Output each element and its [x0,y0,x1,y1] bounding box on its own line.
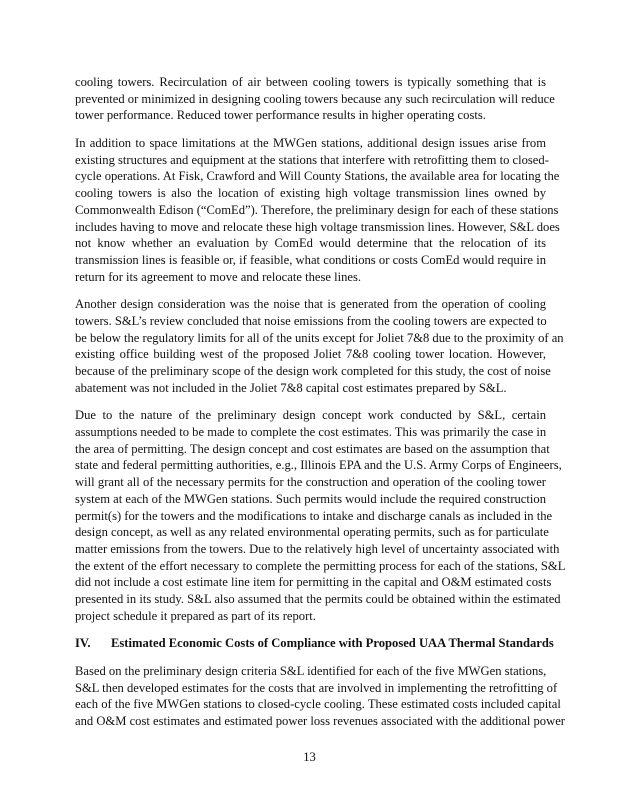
text-line: towers. S&L’s review concluded that noise emissions from the cooling towers are expected to [75,313,547,328]
text-line: the extent of the effort necessary to complete the permitting process for each of the stations, S&L [75,558,566,573]
text-line: presented in its study. S&L also assumed that the permits could be obtained within the estimated [75,591,561,606]
text-line: includes having to move and relocate these high voltage transmission lines. However, S&L does [75,219,560,234]
text-line: and O&M cost estimates and estimated power loss revenues associated with the additional power [75,714,565,729]
text-line: state and federal permitting authorities, e.g., Illinois EPA and the U.S. Army Corps of Engineers, [75,458,562,473]
text-line: S&L then developed estimates for the costs that are involved in implementing the retrofitting of [75,680,558,695]
paragraph [75,74,555,124]
text-line: return for its agreement to move and relocate these lines. [75,269,362,284]
text-line: cycle operations. At Fisk, Crawford and Will County Stations, the available area for locating the [75,169,560,184]
text-line: transmission lines is feasible or, if feasible, what conditions or costs ComEd would require in [75,252,546,267]
paragraph [75,135,560,285]
text-line: the area of permitting. The design concept and cost estimates are based on the assumption that [75,441,550,456]
text-line: permit(s) for the towers and the modifications to intake and discharge canals as included in the [75,508,553,523]
text-line: will grant all of the necessary permits for the construction and operation of the cooling tower [75,475,546,490]
text-line: did not include a cost estimate line item for permitting in the capital and O&M estimated costs [75,575,552,590]
section-heading [75,635,554,652]
text-line: existing office building west of the proposed Joliet 7&8 cooling tower location. However, [75,347,546,362]
text-line: design concept, as well as any related environmental operating permits, such as for particulate [75,525,549,540]
text-line: cooling towers. Recirculation of air between cooling towers is typically something that is [75,75,546,89]
text-line: each of the five MWGen stations to closed-cycle cooling. These estimated costs included capital [75,697,561,712]
text-line: In addition to space limitations at the MWGen stations, additional design issues arise from [75,136,546,151]
text-line: because of the preliminary scope of the design work completed for this study, the cost of noise [75,364,551,378]
text-line: Due to the nature of the preliminary design concept work conducted by S&L, certain [75,408,546,423]
text-line: abatement was not included in the Joliet 7&8 capital cost estimates prepared by S&L. [75,380,507,395]
text-line: be below the regulatory limits for all of the units except for Joliet 7&8 due to the proximity of an [75,330,564,345]
paragraph [75,407,566,624]
body-text-after [75,663,565,730]
section-title: Estimated Economic Costs of Compliance with Proposed UAA Thermal Standards [111,636,554,651]
text-line: cooling towers is also the location of existing high voltage transmission lines owned by [75,186,546,201]
paragraph [75,663,565,730]
text-line: system at each of the MWGen stations. Such permits would include the required construction [75,491,546,506]
section-number: IV. [75,636,91,651]
text-line: not know whether an evaluation by ComEd would determine that the relocation of its [75,236,546,251]
text-line: existing structures and equipment at the stations that interfere with retrofitting them to closed- [75,152,549,167]
document-page [75,74,566,741]
text-line: project schedule it prepared as part of its report. [75,608,316,623]
text-line: tower performance. Reduced tower performance results in higher operating costs. [75,108,486,123]
text-line: prevented or minimized in designing cooling towers because any such recirculation will reduce [75,91,555,106]
text-line: matter emissions from the towers. Due to the relatively high level of uncertainty associated with [75,541,560,556]
text-line: assumptions needed to be made to complete the cost estimates. This was primarily the case in [75,425,547,440]
page-number: 13 [303,750,316,764]
text-line: Another design consideration was the noise that is generated from the operation of cooling [75,297,546,312]
text-line: Commonwealth Edison (“ComEd”). Therefore, the preliminary design for each of these stations [75,202,559,217]
paragraph [75,296,564,396]
text-line: Based on the preliminary design criteria S&L identified for each of the five MWGen stations, [75,664,547,678]
body-text-before [75,74,566,624]
